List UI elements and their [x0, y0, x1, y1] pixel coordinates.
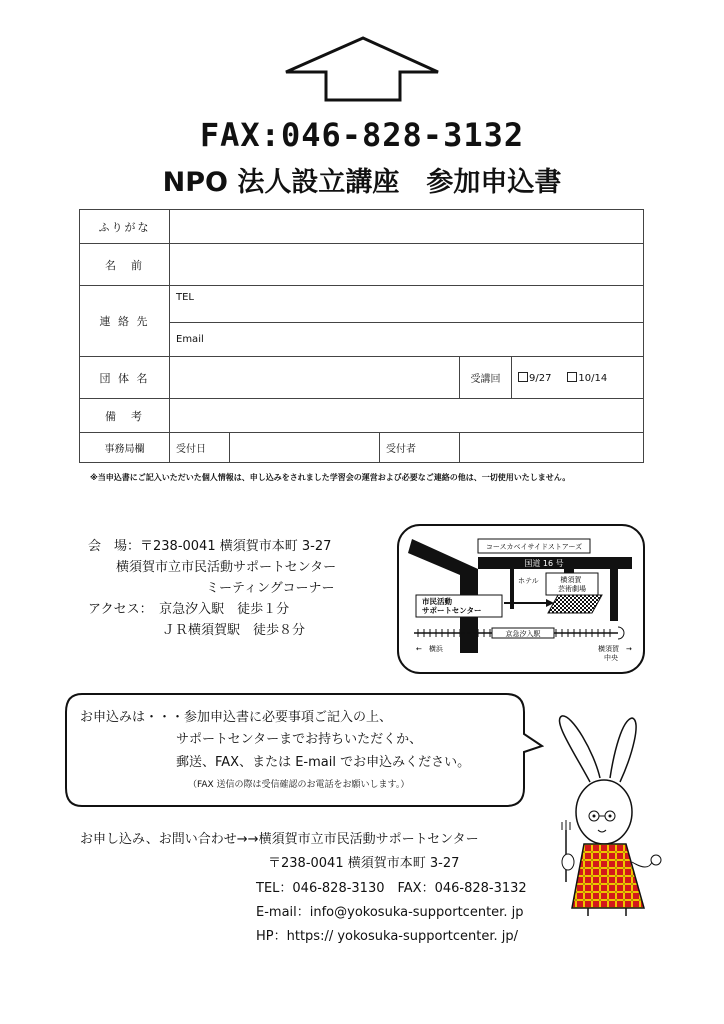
contact-homepage-link[interactable]: HP：https:// yokosuka-supportcenter. jp/ — [256, 929, 519, 944]
venue-info — [88, 536, 336, 641]
furigana-label: ふりがな — [80, 210, 170, 244]
bubble-line-1: お申込みは・・・参加申込書に必要事項ご記入の上、 — [80, 710, 393, 725]
checkbox-icon — [518, 372, 528, 382]
privacy-note: ※当申込書にご記入いただいた個人情報は、申し込みをされました学習会の運営および必要なご連絡の他は、一切使用いたしません。 — [90, 473, 571, 482]
furigana-row — [80, 210, 644, 244]
group-row — [80, 357, 644, 399]
bubble-line-3: 郵送、FAX、または E-mail でお申込みください。 — [176, 755, 471, 770]
fax-number-title: FAX:046-828-3132 — [199, 116, 525, 154]
checkbox-icon — [567, 372, 577, 382]
access-map — [396, 523, 646, 675]
contact-line-1: お申し込み、お問い合わせ→→横須賀市立市民活動サポートセンター — [80, 832, 479, 847]
contact-label: 連 絡 先 — [80, 286, 170, 357]
received-date-label: 受付日 — [170, 433, 230, 463]
map-store-label: コースカベイサイドストアーズ — [485, 543, 583, 551]
group-label: 団 体 名 — [80, 357, 170, 399]
office-label: 事務局欄 — [80, 433, 170, 463]
email-field[interactable] — [170, 323, 644, 357]
received-by-field[interactable] — [460, 433, 644, 463]
furigana-field[interactable] — [170, 210, 644, 244]
received-by-label: 受付者 — [380, 433, 460, 463]
map-center-label: 市民活動 サポートセンター — [422, 597, 482, 615]
up-arrow-icon — [278, 34, 448, 102]
access-keikyu: アクセス： 京急汐入駅 徒歩１分 — [88, 602, 290, 617]
tel-field[interactable] — [170, 286, 644, 323]
remarks-row — [80, 399, 644, 433]
venue-room: ミーティングコーナー — [206, 581, 335, 596]
bubble-line-2: サポートセンターまでお持ちいただくか、 — [176, 732, 423, 747]
venue-address: 会 場：〒238-0041 横須賀市本町 3-27 — [88, 539, 332, 554]
name-row — [80, 244, 644, 286]
office-row — [80, 433, 644, 463]
venue-name: 横須賀市立市民活動サポートセンター — [116, 560, 337, 575]
map-route-label: 国道 16 号 — [524, 559, 564, 568]
map-support-center-building — [548, 595, 602, 613]
remarks-label: 備 考 — [80, 399, 170, 433]
course-option-2[interactable]: 10/14 — [567, 373, 607, 384]
contact-email[interactable]: E-mail：info@yokosuka-supportcenter. jp — [256, 905, 524, 920]
tel-row — [80, 286, 644, 323]
name-field[interactable] — [170, 244, 644, 286]
access-jr: ＪＲ横須賀駅 徒歩８分 — [162, 623, 306, 638]
map-theater-label: 横須賀 芸術劇場 — [558, 576, 586, 593]
map-road-3 — [610, 569, 618, 621]
bubble-line-4: （FAX 送信の際は受信確認のお電話をお願いします。） — [188, 780, 410, 790]
email-label: Email — [176, 334, 204, 345]
application-form-table — [79, 209, 644, 463]
received-date-field[interactable] — [230, 433, 380, 463]
course-options — [512, 357, 644, 399]
contact-address: 〒238-0041 横須賀市本町 3-27 — [268, 856, 460, 871]
rabbit-mascot-illustration — [548, 712, 668, 917]
map-hotel-label: ホテル — [518, 577, 539, 585]
group-field[interactable] — [170, 357, 460, 399]
name-label: 名 前 — [80, 244, 170, 286]
form-title: NPO 法人設立講座 参加申込書 — [162, 167, 562, 198]
remarks-field[interactable] — [170, 399, 644, 433]
course-label: 受講回 — [460, 357, 512, 399]
map-station-label: 京急汐入駅 — [505, 630, 541, 638]
contact-phone-fax: TEL：046-828-3130 FAX：046-828-3132 — [256, 881, 527, 896]
map-to-yokohama: ← 横浜 — [416, 645, 443, 653]
tel-label: TEL — [176, 292, 194, 303]
map-to-yokosuka-chuo: 横須賀 → 中央 — [598, 645, 632, 662]
course-option-1[interactable]: 9/27 — [518, 373, 551, 384]
